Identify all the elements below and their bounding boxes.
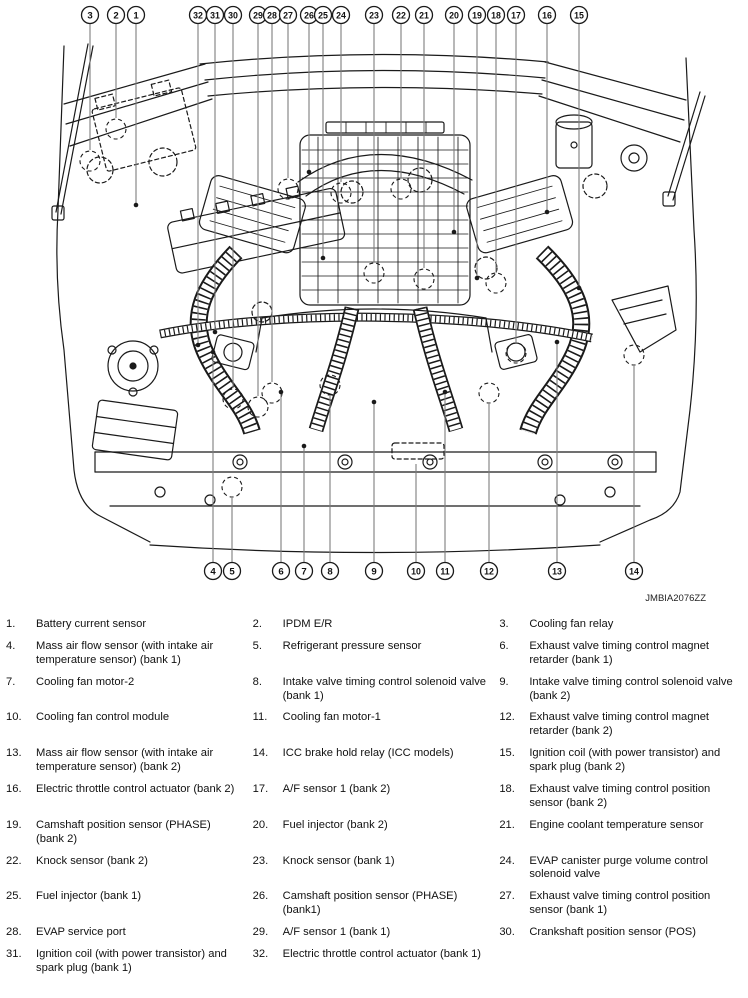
legend-item-number: 32.: [252, 948, 269, 961]
callout-number: 18: [491, 10, 501, 21]
callout-10: [408, 464, 425, 580]
hood-strut-right: [663, 92, 705, 206]
legend-item-number: 4.: [6, 639, 16, 652]
callout-27: [278, 7, 298, 200]
callout-number: 15: [574, 10, 584, 21]
legend-item-number: 16.: [6, 783, 22, 796]
legend-item-number: 15.: [499, 747, 515, 760]
legend-item-label: Electric throttle control actuator (bank 2): [36, 783, 235, 796]
legend-item-number: 19.: [6, 818, 22, 831]
lower-duct-left: [316, 308, 352, 430]
legend-item-number: 17.: [252, 783, 269, 796]
callout-number: 23: [369, 10, 379, 21]
callout-14: [624, 345, 644, 580]
callout-23: [364, 7, 384, 284]
legend-item: [253, 711, 494, 739]
valve-cover-left: [198, 174, 308, 255]
legend-item-number: 24.: [499, 854, 515, 867]
legend-item-label: Engine coolant temperature sensor: [529, 818, 704, 831]
legend-item-label: Cooling fan motor-1: [282, 711, 381, 724]
callout-number: 8: [327, 566, 333, 578]
legend-item-label: Mass air flow sensor (with intake air temperature sensor) (bank 2): [36, 747, 214, 774]
intake-manifold: [298, 122, 472, 305]
component-marker-circle: [331, 183, 351, 203]
legend-item-number: 5.: [252, 639, 262, 652]
legend-item-number: 25.: [6, 890, 22, 903]
callout-number: 11: [440, 566, 450, 577]
legend-item: [6, 711, 247, 739]
legend-item-number: 27.: [499, 890, 515, 903]
component-marker-circle: [414, 269, 434, 289]
callout-1: [128, 7, 145, 208]
callout-number: 26: [304, 10, 314, 21]
callout-24: [331, 7, 351, 204]
callout-number: 22: [396, 10, 406, 21]
leader-end-dot: [475, 276, 480, 281]
callout-number: 16: [542, 10, 552, 21]
legend-item: [6, 676, 247, 704]
legend-item-label: Intake valve timing control solenoid valve (bank 1): [282, 675, 487, 702]
legend-item-label: Exhaust valve timing control magnet retarder (bank 1): [529, 639, 710, 666]
legend-item-number: 14.: [252, 747, 269, 760]
legend-item-label: Intake valve timing control solenoid valve (bank 2): [529, 675, 733, 702]
leader-end-dot: [452, 230, 457, 235]
legend-item-label: Mass air flow sensor (with intake air temperature sensor) (bank 1): [36, 639, 214, 666]
legend-item: [499, 640, 740, 668]
legend-item-number: 30.: [499, 926, 515, 939]
reservoir-cylinder: [556, 115, 592, 168]
legend-item-label: Exhaust valve timing control position sensor (bank 1): [529, 890, 711, 917]
idler-pulley: [621, 145, 647, 171]
callout-16: [539, 7, 556, 215]
callout-number: 12: [484, 566, 494, 577]
legend-item: [253, 855, 494, 883]
callout-number: 17: [511, 10, 521, 21]
legend: [0, 612, 748, 988]
legend-item: [499, 890, 740, 918]
legend-item: [253, 783, 494, 811]
legend-item-label: Crankshaft position sensor (POS): [529, 926, 696, 939]
leader-end-dot: [279, 390, 284, 395]
callout-number: 13: [552, 566, 562, 577]
legend-item-label: Ignition coil (with power transistor) and spark plug (bank 1): [36, 948, 227, 974]
relay-marker-box: [392, 443, 444, 459]
leader-end-dot: [321, 256, 326, 261]
legend-item-label: Knock sensor (bank 2): [36, 854, 148, 867]
leader-end-dot: [372, 400, 377, 405]
legend-item-label: Knock sensor (bank 1): [282, 854, 395, 867]
air-duct-right: [528, 252, 581, 432]
legend-item-label: Cooling fan motor-2: [36, 675, 135, 688]
legend-item-label: Electric throttle control actuator (bank 1): [282, 948, 482, 961]
callout-number: 27: [283, 10, 293, 21]
legend-item: [253, 890, 494, 918]
callout-number: 28: [267, 10, 277, 21]
legend-item-number: 22.: [6, 854, 22, 867]
legend-item-label: Camshaft position sensor (PHASE) (bank1): [282, 890, 458, 917]
callout-22: [391, 7, 411, 200]
legend-item-number: 8.: [252, 675, 262, 688]
legend-item: [6, 948, 247, 976]
legend-item: [6, 926, 247, 940]
legend-item-label: EVAP service port: [36, 926, 126, 939]
callout-number: 21: [419, 10, 429, 21]
strut-tower-left: [108, 341, 158, 396]
legend-item-number: 29.: [252, 926, 269, 939]
legend-item-number: 3.: [499, 618, 509, 630]
component-marker-circle: [486, 273, 506, 293]
legend-item-label: Cooling fan relay: [529, 618, 614, 630]
legend-item: [499, 676, 740, 704]
callout-21: [414, 7, 434, 290]
legend-item: [499, 783, 740, 811]
figure-code-watermark: JMBIA2076ZZ: [645, 593, 706, 604]
callout-28: [262, 7, 282, 404]
leader-end-dot: [577, 286, 582, 291]
callout-number: 25: [318, 10, 328, 21]
front-crossmember: [95, 443, 656, 506]
leader-end-dot: [134, 203, 139, 208]
callout-number: 5: [229, 566, 235, 578]
right-mount-bracket: [612, 286, 676, 352]
callout-number: 31: [210, 10, 220, 21]
legend-item: [499, 926, 740, 940]
legend-item-label: Fuel injector (bank 2): [282, 818, 388, 831]
callout-20: [446, 7, 463, 235]
callout-number: 30: [228, 10, 238, 21]
legend-item: [499, 711, 740, 739]
legend-item-label: ICC brake hold relay (ICC models): [282, 747, 454, 760]
legend-item: [253, 819, 494, 847]
callout-5: [222, 477, 242, 580]
legend-item: [499, 618, 740, 632]
legend-item: [253, 926, 494, 940]
valve-cover-right: [465, 174, 575, 255]
legend-item-label: Cooling fan control module: [36, 711, 170, 724]
legend-item: [6, 640, 247, 668]
callout-number: 4: [210, 566, 216, 578]
callout-number: 24: [336, 10, 346, 21]
component-markers: [87, 148, 607, 322]
lower-duct-right: [420, 308, 456, 430]
leader-end-dot: [545, 210, 550, 215]
callout-number: 2: [113, 10, 119, 22]
legend-item: [6, 618, 247, 632]
legend-item-number: 11.: [252, 711, 268, 724]
legend-item-number: 21.: [499, 818, 515, 831]
legend-item-number: 20.: [252, 818, 269, 831]
legend-item-label: Fuel injector (bank 1): [36, 890, 142, 903]
legend-item-number: 6.: [499, 639, 509, 652]
legend-item-number: 9.: [499, 675, 509, 688]
leader-end-dot: [555, 340, 560, 345]
callout-number: 32: [193, 10, 203, 21]
callout-26: [301, 7, 318, 175]
legend-item-number: 7.: [6, 675, 16, 688]
callout-number: 1: [133, 10, 139, 22]
ipdm-box: [165, 179, 346, 274]
legend-item: [253, 747, 494, 775]
callout-2: [106, 7, 126, 140]
legend-item-label: Refrigerant pressure sensor: [282, 639, 422, 652]
legend-item-number: 28.: [6, 926, 22, 939]
leader-end-dot: [213, 330, 218, 335]
legend-item-number: 31.: [6, 948, 22, 961]
legend-item: [6, 855, 247, 883]
legend-item-label: IPDM E/R: [282, 618, 333, 630]
leader-end-dot: [302, 444, 307, 449]
component-marker-circle: [364, 263, 384, 283]
component-marker-circle: [222, 477, 242, 497]
legend-item-label: A/F sensor 1 (bank 2): [282, 783, 391, 796]
legend-item: [6, 783, 247, 811]
fuse-box: [92, 400, 178, 461]
legend-item: [6, 747, 247, 775]
legend-item-number: 12.: [499, 711, 515, 724]
legend-item: [6, 890, 247, 918]
callout-number: 29: [253, 10, 263, 21]
legend-item-number: 2.: [252, 618, 262, 630]
callout-number: 19: [472, 10, 482, 21]
callout-3: [80, 7, 100, 172]
legend-item-label: Exhaust valve timing control magnet retarder (bank 2): [529, 711, 710, 738]
callout-number: 3: [87, 10, 93, 22]
legend-item-number: 18.: [499, 783, 515, 796]
legend-item: [253, 676, 494, 704]
legend-item: [499, 819, 740, 847]
leader-end-dot: [443, 390, 448, 395]
legend-item-number: 1.: [6, 618, 16, 630]
legend-item-number: 23.: [252, 854, 269, 867]
callout-number: 14: [629, 566, 639, 577]
leader-end-dot: [196, 343, 201, 348]
leader-end-dot: [307, 170, 312, 175]
callout-number: 20: [449, 10, 459, 21]
callout-7: [296, 444, 313, 580]
legend-item: [499, 855, 740, 883]
legend-item: [6, 819, 247, 847]
callout-18: [486, 7, 506, 294]
legend-item-number: 26.: [252, 890, 269, 903]
callout-number: 6: [278, 566, 284, 578]
legend-item-number: 10.: [6, 711, 22, 724]
legend-item-label: EVAP canister purge volume control solenoid valve: [529, 854, 709, 881]
leader-end-dot: [211, 350, 216, 355]
legend-item-label: Camshaft position sensor (PHASE) (bank 2): [36, 818, 211, 845]
legend-item: [253, 640, 494, 668]
callout-number: 7: [301, 566, 307, 578]
legend-item-label: Exhaust valve timing control position sensor (bank 2): [529, 783, 711, 809]
legend-item: [499, 747, 740, 775]
legend-item: [253, 618, 494, 632]
legend-item-label: A/F sensor 1 (bank 1): [282, 926, 391, 939]
callout-number: 10: [411, 566, 421, 577]
callout-19: [469, 7, 486, 281]
legend-item: [253, 948, 494, 976]
legend-item-label: Battery current sensor: [36, 618, 147, 630]
legend-item-number: 13.: [6, 747, 22, 760]
callout-number: 9: [371, 566, 377, 578]
component-marker-circle: [479, 383, 499, 403]
component-marker-circle: [624, 345, 644, 365]
legend-item-label: Ignition coil (with power transistor) and spark plug (bank 2): [529, 747, 721, 774]
